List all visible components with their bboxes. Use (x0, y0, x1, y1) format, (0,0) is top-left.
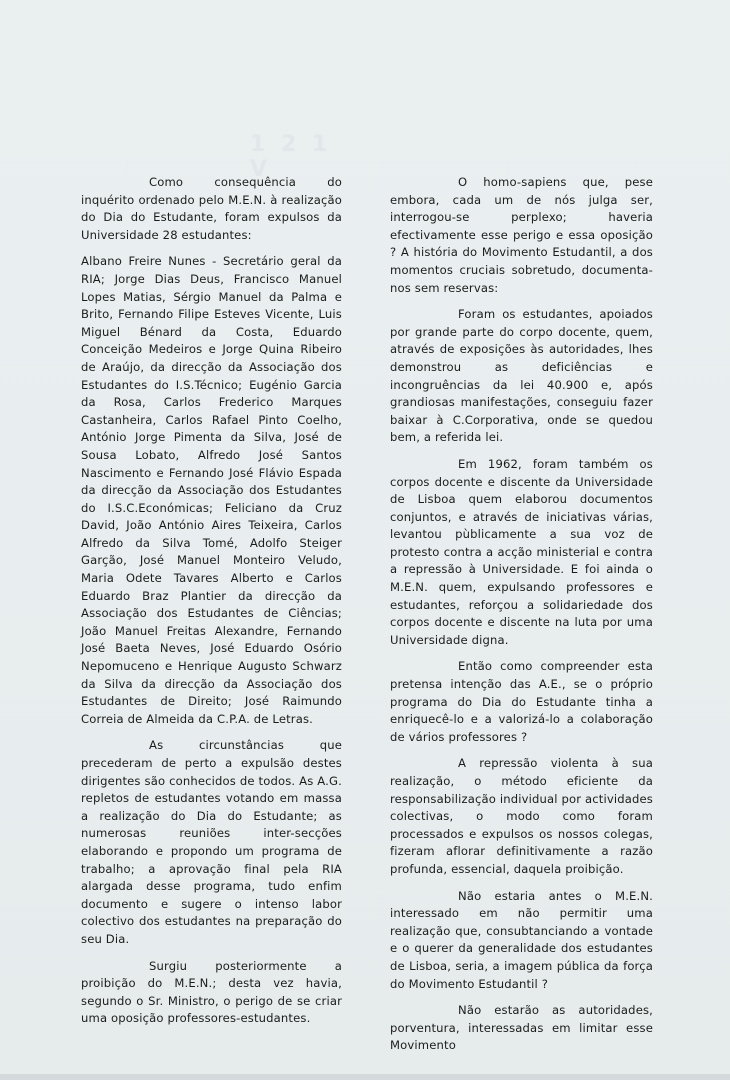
paragraph-violent-repression: A repressão violenta à sua realização, o método eficiente da responsabilização individual por actividades colectivas, o modo como foram processados e expulsos os nossos colegas, fizeram aflorar definitivamente a razão profunda, essencial, daquela proibição. (390, 756, 653, 876)
paragraph-men-interested: Não estaria antes o M.E.N. interessado em não permitir uma realização que, consubtanciando a vontade e o querer da generalidade dos estudantes de Lisboa, seria, a imagem pública da força do Movimento Estudantil ? (390, 888, 653, 991)
page-bottom-edge (0, 1074, 730, 1080)
paragraph-1962: Em 1962, foram também os corpos docente e discente da Universidade de Lisboa quem elaborou documentos conjuntos, e através de iniciativas várias, levantou pùblicamente a sua voz de protesto contra a acção ministerial e contra a repressão à Universidade. E foi ainda o M.E.N. quem, expulsando professores e estudantes, reforçou a solidariedade dos corpos docente e discente na luta por uma Universidade digna. (390, 456, 653, 647)
paragraph-homo-sapiens: O homo-sapiens que, pese embora, cada um de nós julga ser, interrogou-se perplexo; haveria efectivamente esse perigo e essa oposição ? A história do Movimento Estudantil, a dos momentos cruciais sobretudo, documenta-nos sem reservas: (390, 175, 653, 295)
paragraph-expulsion-intro: Como consequência do inquérito ordenado pelo M.E.N. à realização do Dia do Estudante, foram expulsos da Universidade 28 estudantes: (81, 175, 342, 242)
paragraph-prohibition: Surgiu posteriormente a proibição do M.E.N.; desta vez havia, segundo o Sr. Ministro, o perigo de se criar uma oposição professores-estudantes. (81, 958, 342, 1026)
paragraph-authorities: Não estarão as autoridades, porventura, interessadas em limitar esse Movimento (390, 1003, 653, 1053)
paragraph-expelled-names: Albano Freire Nunes - Secretário geral da RIA; Jorge Dias Deus, Francisco Manuel Lopes Matias, Sérgio Manuel da Palma e Brito, Fernando Filipe Esteves Vicente, Luis Miguel Bénard da Costa, Eduardo Conceição Medeiros e Jorge Quina Ribeiro de Araújo, da direcção da Associação dos Estudantes do I.S.Técnico; Eugénio Garcia da Rosa, Carlos Frederico Marques Castanheira, Carlos Rafael Pinto Coelho, António Jorge Pimenta da Silva, José de Sousa Lobato, Alfredo José Santos Nascimento e Fernando José Flávio Espada da direcção da Associação dos Estudantes do I.S.C.Económicas; Feliciano da Cruz David, João António Aires Teixeira, Carlos Alfredo da Silva Tomé, Adolfo Steiger Garção, José Manuel Monteiro Veludo, Maria Odete Tavares Alberto e Carlos Eduardo Braz Plantier da direcção da Associação dos Estudantes de Ciências; João Manuel Freitas Alexandre, Fernando José Baeta Neves, José Eduardo Osório Nepomuceno e Henrique Augusto Schwarz da Silva da direcção da Associação dos Estudantes de Direito; José Raimundo Correia de Almeida da C.P.A. de Letras. (81, 254, 342, 726)
paragraph-circumstances: As circunstâncias que precederam de perto a expulsão destes dirigentes são conhecidos de todos. As A.G. repletos de estudantes votando em massa a realização do Dia do Estudante; as numerosas reuniões inter-secções elaborando e propondo um programa de trabalho; a aprovação final pela RIA alargada desse programa, tudo enfim documento e sugere o intenso labor colectivo dos estudantes na preparação do seu Dia. (81, 738, 342, 946)
paragraph-students-supported: Foram os estudantes, apoiados por grande parte do corpo docente, quem, através de exposições às autoridades, lhes demonstrou as deficiências e incongruências da lei 40.900 e, após grandiosas manifestações, conseguiu fazer baixar à C.Corporativa, onde se quedou bem, a referida lei. (390, 307, 653, 445)
bleed-through-text: 1 2 1 V (250, 132, 332, 182)
paragraph-pretended-intention: Então como compreender esta pretensa intenção das A.E., se o próprio programa do Dia do Estudante tinha a enriquecê-lo e a valorizá-lo a colaboração de vários professores ? (390, 659, 653, 744)
right-column (390, 174, 653, 1064)
left-column (81, 174, 342, 1037)
